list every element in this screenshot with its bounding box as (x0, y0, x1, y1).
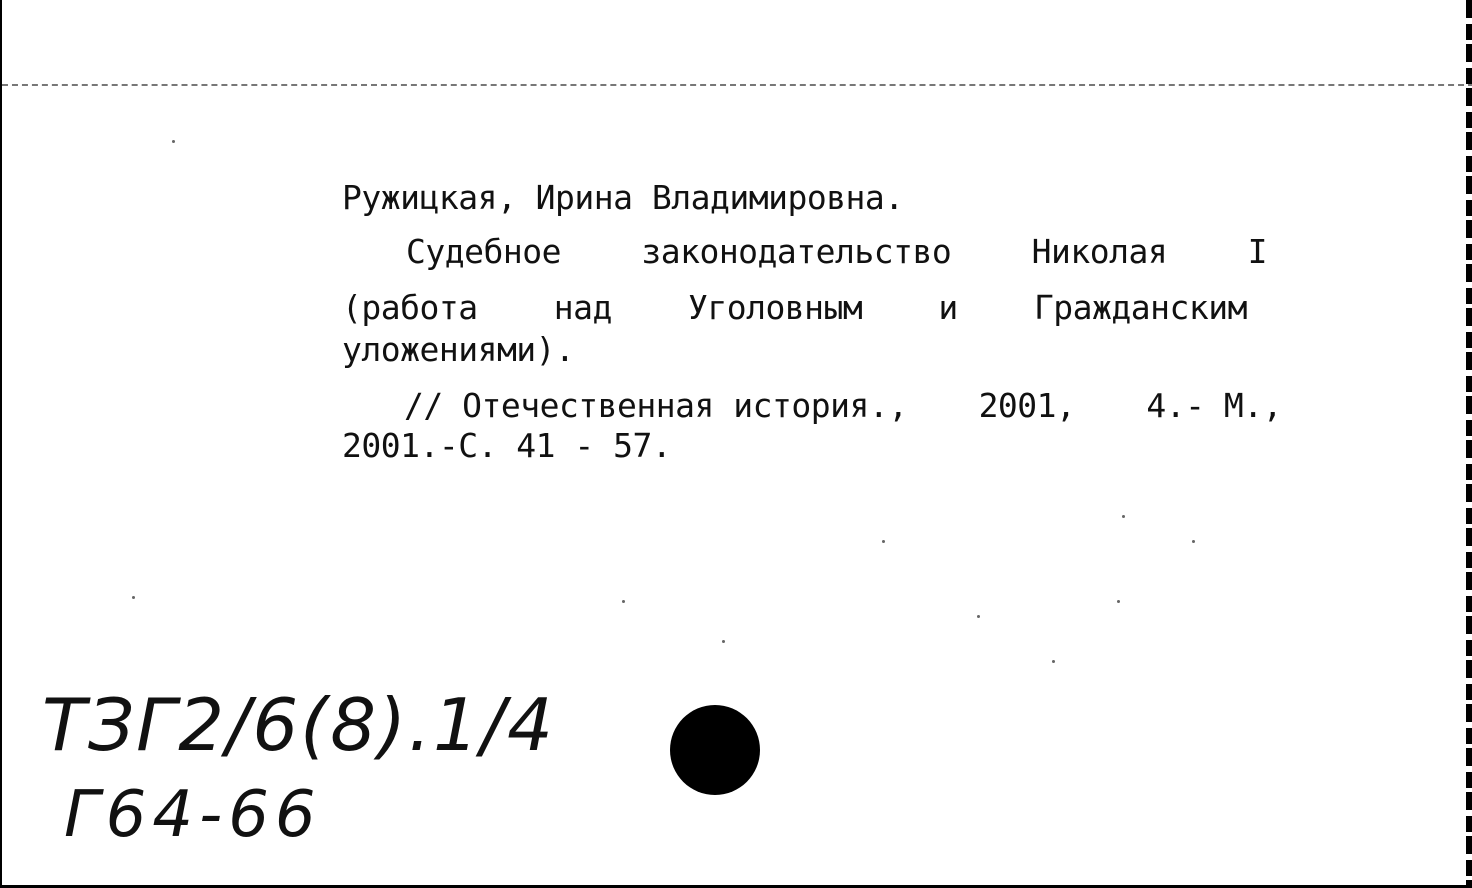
source-part: // Отечественная история., (404, 386, 908, 425)
source-part: 4.- М., (1146, 386, 1282, 425)
title-line-1 (342, 226, 1267, 278)
title-word: Судебное (406, 232, 561, 271)
title-word: законодательство (641, 232, 952, 271)
shelfmark-handwritten-2: Г64-66 (64, 778, 322, 852)
title-line-3: уложениями). (342, 330, 575, 369)
card-top-rule (2, 84, 1472, 86)
title-word: над (553, 288, 612, 327)
source-line-2: 2001.-С. 41 - 57. (342, 426, 672, 465)
card-right-edge (1466, 0, 1472, 888)
source-part: 2001, (978, 386, 1076, 425)
title-word: Николая (1031, 232, 1168, 271)
title-word: I (1247, 232, 1267, 271)
shelfmark-handwritten-1: ТЗГ2/6(8).1/4 (42, 683, 555, 767)
author-line: Ружицкая, Ирина Владимировна. (342, 178, 904, 217)
punch-hole (670, 705, 760, 795)
title-word: Уголовным (687, 288, 863, 327)
title-word: и (938, 288, 958, 327)
title-word: (работа (342, 288, 478, 327)
title-word: Гражданским (1033, 288, 1247, 327)
